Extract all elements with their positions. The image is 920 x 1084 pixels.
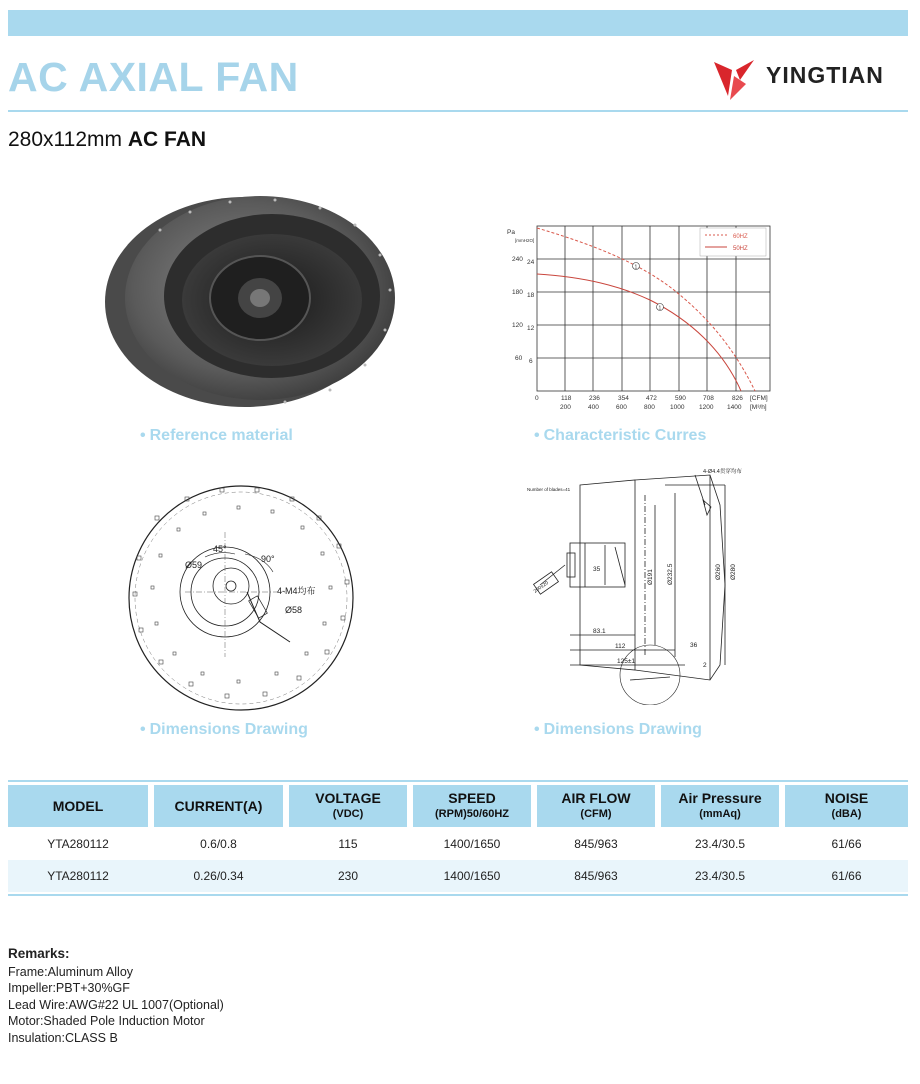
dim-2: 2 xyxy=(703,662,707,669)
fan-photo xyxy=(100,190,400,415)
m3h-tick: 600 xyxy=(616,404,627,411)
dim-35: 35 xyxy=(593,566,601,573)
curve-50hz-line xyxy=(537,274,741,391)
dim-191: Ø191 xyxy=(647,569,654,585)
holes-note: 4-Ø4.4贯穿均布 xyxy=(703,469,742,475)
pa-tick: 120 xyxy=(512,322,523,329)
page-title: AC AXIAL FAN xyxy=(8,54,299,100)
cell-model: YTA280112 xyxy=(47,869,109,883)
header-speed: SPEED (RPM)50/60HZ xyxy=(413,785,531,827)
drawing-front-caption: • Dimensions Drawing xyxy=(140,721,308,738)
drawing-side-caption: • Dimensions Drawing xyxy=(534,721,702,738)
photo-caption: • Reference material xyxy=(140,427,293,444)
legend-50hz: 50HZ xyxy=(733,246,748,252)
remark-line: Frame:Aluminum Alloy xyxy=(8,964,134,979)
legend-60hz: 60HZ xyxy=(733,234,748,240)
mm-tick: 12 xyxy=(527,325,535,332)
m3h-tick: 200 xyxy=(560,404,571,411)
fan-photo-image xyxy=(100,190,400,415)
header-voltage: VOLTAGE (VDC) xyxy=(289,785,407,827)
y-label-pa: Pa xyxy=(507,229,515,236)
cell-noise: 61/66 xyxy=(831,869,862,883)
lead-length: 200±20 xyxy=(532,580,550,595)
subtitle-size: 280x112mm xyxy=(8,128,123,151)
m3h-unit: [M³/h] xyxy=(750,404,767,411)
mm-tick: 18 xyxy=(527,292,535,299)
cell-air-pressure: 23.4/30.5 xyxy=(694,837,746,851)
remarks-title: Remarks: xyxy=(8,946,70,961)
angle-90-label: 90° xyxy=(261,554,275,564)
header-model: MODEL xyxy=(8,785,148,827)
table-bottom-rule xyxy=(8,894,908,896)
remark-line: Impeller:PBT+30%GF xyxy=(8,981,130,995)
y-label-mmaq: [mmH2O] xyxy=(515,238,535,243)
dim-260: Ø260 xyxy=(715,564,722,580)
m3h-tick: 1200 xyxy=(699,404,714,411)
m3h-tick: 1000 xyxy=(670,404,685,411)
diameter-59-label: Ø59 xyxy=(185,560,203,570)
dim-125: 125±1 xyxy=(617,658,636,665)
dim-232-5: Ø232.5 xyxy=(667,563,674,585)
m3h-tick: 1400 xyxy=(727,404,742,411)
cfm-tick: 236 xyxy=(589,395,600,402)
pa-tick: 180 xyxy=(512,289,523,296)
cell-speed: 1400/1650 xyxy=(443,869,501,883)
dim-280: Ø280 xyxy=(730,564,737,580)
cfm-tick: 708 xyxy=(703,395,714,402)
svg-text:1: 1 xyxy=(634,264,638,271)
pa-tick: 240 xyxy=(512,256,523,263)
brand-logo xyxy=(710,56,910,100)
cfm-unit: [CFM] xyxy=(750,395,768,402)
cell-current: 0.26/0.34 xyxy=(193,869,244,883)
angle-45-label: 45° xyxy=(213,544,227,554)
title-divider xyxy=(8,110,908,112)
svg-text:1: 1 xyxy=(658,305,662,312)
brand-name: YINGTIAN xyxy=(766,62,884,88)
header-current: CURRENT(A) xyxy=(154,785,283,827)
table-row xyxy=(8,828,908,860)
mm-tick: 6 xyxy=(529,358,533,365)
m3h-tick: 800 xyxy=(644,404,655,411)
characteristic-curve-chart xyxy=(505,220,785,415)
cfm-tick: 826 xyxy=(732,395,743,402)
cell-voltage: 115 xyxy=(338,837,358,851)
mm-tick: 24 xyxy=(527,259,535,266)
cell-model: YTA280112 xyxy=(47,837,109,851)
front-dimensions-drawing xyxy=(125,482,357,714)
remarks-block xyxy=(8,946,224,1046)
m4-holes-label: 4-M4均布 xyxy=(277,586,316,596)
dim-36: 36 xyxy=(690,642,698,649)
product-subtitle xyxy=(8,128,206,152)
header-air-pressure: Air Pressure (mmAq) xyxy=(661,785,779,827)
cfm-tick: 354 xyxy=(618,395,629,402)
cell-voltage: 230 xyxy=(337,869,359,883)
subtitle-type: AC FAN xyxy=(127,128,207,151)
curve-caption: • Characteristic Curres xyxy=(534,427,707,444)
top-banner-bar xyxy=(8,10,908,36)
remark-line: Lead Wire:AWG#22 UL 1007(Optional) xyxy=(8,997,224,1012)
cell-noise: 61/66 xyxy=(831,837,862,851)
blades-note: Number of blades=41 xyxy=(527,487,571,492)
cfm-tick: 472 xyxy=(646,395,657,402)
remark-line: Insulation:CLASS B xyxy=(8,1030,118,1045)
dim-112: 112 xyxy=(615,643,626,650)
cell-air-flow: 845/963 xyxy=(574,837,618,851)
cfm-tick: 118 xyxy=(561,395,572,402)
remark-line: Motor:Shaded Pole Induction Motor xyxy=(8,1014,205,1028)
header-air-flow: AIR FLOW (CFM) xyxy=(537,785,655,827)
header-noise: NOISE (dBA) xyxy=(785,785,908,827)
table-top-rule xyxy=(8,780,908,782)
table-header-row xyxy=(8,785,908,827)
dim-83-1: 83.1 xyxy=(593,628,606,635)
table-row xyxy=(8,860,908,892)
diameter-58-label: Ø58 xyxy=(285,605,303,615)
side-dimensions-drawing xyxy=(525,465,770,705)
brand-mark-icon xyxy=(710,56,758,100)
cell-air-pressure: 23.4/30.5 xyxy=(694,869,746,883)
cell-current: 0.6/0.8 xyxy=(200,837,237,851)
cell-speed: 1400/1650 xyxy=(443,837,501,851)
m3h-tick: 400 xyxy=(588,404,599,411)
cfm-tick: 0 xyxy=(535,395,539,402)
cfm-tick: 590 xyxy=(675,395,686,402)
cell-air-flow: 845/963 xyxy=(574,869,618,883)
pa-tick: 60 xyxy=(515,355,523,362)
